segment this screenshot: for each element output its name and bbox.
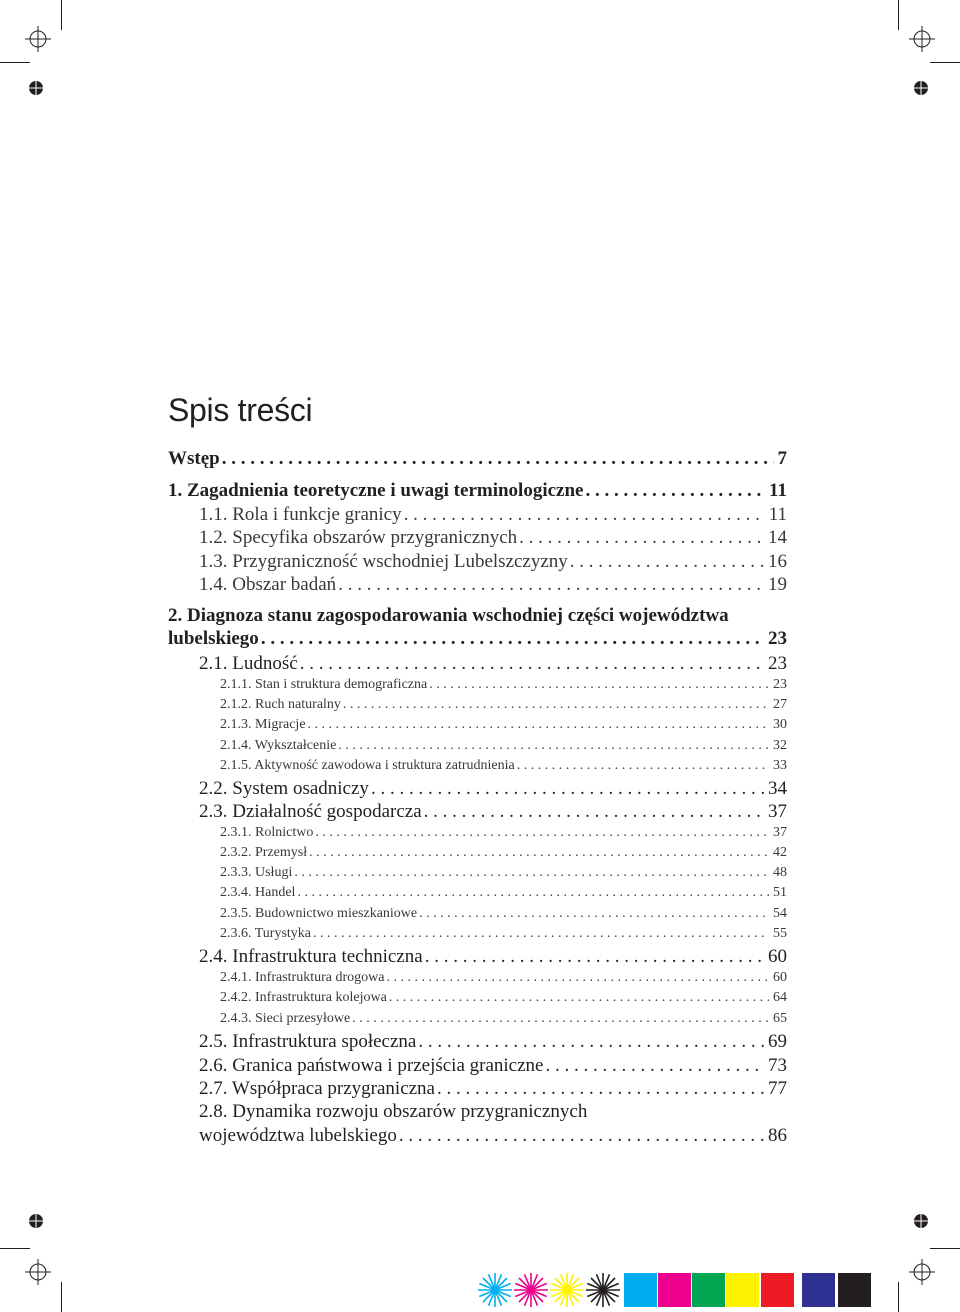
toc-page-number: 11 [769, 480, 787, 501]
toc-entry-label: województwa lubelskiego [199, 1125, 397, 1146]
toc-leader-dots [313, 825, 769, 841]
toc-entry[interactable] [199, 1055, 787, 1077]
swatch-black [838, 1273, 871, 1307]
toc-page-number: 37 [768, 801, 787, 822]
starburst-black-icon [586, 1273, 620, 1307]
toc-entry[interactable] [168, 628, 787, 650]
toc-entry[interactable] [168, 480, 787, 502]
toc-entry[interactable] [199, 527, 787, 549]
toc-leader-dots [307, 845, 769, 861]
toc-page-number: 77 [768, 1078, 787, 1099]
toc-leader-dots [292, 865, 769, 881]
toc-leader-dots [397, 1125, 764, 1147]
toc-page-number: 65 [773, 1011, 787, 1026]
toc-entry[interactable] [220, 885, 787, 901]
toc-entry[interactable] [199, 653, 787, 675]
toc-entry-label: 2.1.1. Stan i struktura demograficzna [220, 677, 428, 692]
toc-entry-label: 2.3.4. Handel [220, 885, 296, 900]
toc-entry-label[interactable]: 2.8. Dynamika rozwoju obszarów przygranicznych [199, 1101, 588, 1122]
toc-entry-label: 2.4. Infrastruktura techniczna [199, 946, 423, 967]
toc-page-number: 33 [773, 758, 787, 773]
toc-entry-label: 1.3. Przygraniczność wschodniej Lubelszczyzny [199, 551, 568, 572]
toc-entry[interactable] [168, 448, 787, 470]
toc-leader-dots [422, 801, 764, 823]
swatch-green [692, 1273, 725, 1307]
toc-entry-label: lubelskiego [168, 628, 259, 649]
toc-entry-label: 1. Zagadnienia teoretyczne i uwagi terminologiczne [168, 480, 584, 501]
toc-entry[interactable] [220, 906, 787, 922]
toc-entry[interactable] [220, 990, 787, 1006]
toc-leader-dots [387, 990, 769, 1006]
swatch-red [761, 1273, 794, 1307]
toc-page-number: 51 [773, 885, 787, 900]
toc-leader-dots [341, 697, 769, 713]
toc-entry[interactable] [220, 717, 787, 733]
toc-entry-label: 2.4.3. Sieci przesyłowe [220, 1011, 351, 1026]
toc-entry[interactable] [220, 845, 787, 861]
toc-page-number: 69 [768, 1031, 787, 1052]
toc-entry[interactable] [199, 778, 787, 800]
toc-leader-dots [336, 574, 764, 596]
toc-page-number: 27 [773, 697, 787, 712]
toc-page-number: 42 [773, 845, 787, 860]
swatch-yellow [726, 1273, 759, 1307]
toc-page-number: 73 [768, 1055, 787, 1076]
toc-page-number: 86 [768, 1125, 787, 1146]
toc-entry[interactable] [220, 926, 787, 942]
toc-page-number: 7 [777, 448, 787, 469]
toc-leader-dots [220, 448, 774, 470]
toc-entry[interactable] [220, 1011, 787, 1027]
toc-leader-dots [423, 946, 764, 968]
toc-entry-label: 2.3.6. Turystyka [220, 926, 312, 941]
toc-entry-label: 2.1.2. Ruch naturalny [220, 697, 341, 712]
starburst-cyan-icon [478, 1273, 512, 1307]
toc-leader-dots [311, 926, 769, 942]
toc-entry[interactable] [199, 574, 787, 596]
starburst-magenta-icon [514, 1273, 548, 1307]
toc-leader-dots [298, 653, 764, 675]
toc-entry-label: 2.3.3. Usługi [220, 865, 293, 880]
toc-leader-dots [515, 758, 769, 774]
toc-leader-dots [306, 717, 769, 733]
toc-page-number: 55 [773, 926, 787, 941]
toc-entry[interactable] [220, 865, 787, 881]
toc-page-number: 32 [773, 738, 787, 753]
toc-entry-label: 2.6. Granica państwowa i przejścia graniczne [199, 1055, 544, 1076]
toc-leader-dots [544, 1055, 765, 1077]
toc-leader-dots [336, 738, 769, 754]
toc-entry[interactable] [220, 970, 787, 986]
toc-leader-dots [350, 1011, 769, 1027]
toc-entry[interactable] [199, 946, 787, 968]
toc-leader-dots [295, 885, 769, 901]
toc-entry[interactable] [199, 551, 787, 573]
toc-entry-label: 2.3.5. Budownictwo mieszkaniowe [220, 906, 418, 921]
toc-entry-label: Wstęp [168, 448, 220, 469]
toc-page-number: 23 [768, 628, 787, 649]
toc-page-number: 60 [773, 970, 787, 985]
toc-entry-label[interactable]: 2. Diagnoza stanu zagospodarowania wschodniej części województwa [168, 605, 729, 626]
page-title: Spis treści [168, 392, 313, 428]
swatch-blue [802, 1273, 835, 1307]
toc-entry[interactable] [199, 1031, 787, 1053]
toc-page-number: 64 [773, 990, 787, 1005]
toc-entry[interactable] [220, 697, 787, 713]
toc-page-number: 19 [768, 574, 787, 595]
toc-page-number: 60 [768, 946, 787, 967]
toc-leader-dots [435, 1078, 764, 1100]
toc-leader-dots [384, 970, 769, 986]
toc-entry[interactable] [199, 504, 787, 526]
toc-entry[interactable] [220, 677, 787, 693]
toc-entry-label: 2.1.3. Migracje [220, 717, 306, 732]
toc-page-number: 11 [768, 504, 787, 525]
toc-leader-dots [417, 906, 769, 922]
toc-leader-dots [517, 527, 764, 549]
toc-page-number: 23 [768, 653, 787, 674]
toc-entry-label: 2.1.4. Wykształcenie [220, 738, 337, 753]
toc-leader-dots [568, 551, 764, 573]
toc-entry-label: 2.3.2. Przemysł [220, 845, 308, 860]
toc-entry-label: 2.4.2. Infrastruktura kolejowa [220, 990, 387, 1005]
toc-leader-dots [427, 677, 769, 693]
toc-entry[interactable] [220, 738, 787, 754]
toc-page-number: 48 [773, 865, 787, 880]
swatch-magenta [658, 1273, 691, 1307]
toc-entry-label: 2.2. System osadniczy [199, 778, 369, 799]
toc-leader-dots [583, 480, 765, 502]
toc-page-number: 14 [768, 527, 787, 548]
toc-entry[interactable] [199, 1125, 787, 1147]
toc-leader-dots [259, 628, 764, 650]
toc-entry-label: 2.4.1. Infrastruktura drogowa [220, 970, 385, 985]
toc-entry-label: 1.4. Obszar badań [199, 574, 337, 595]
swatch-cyan [624, 1273, 657, 1307]
toc-page-number: 54 [773, 906, 787, 921]
toc-entry[interactable] [220, 825, 787, 841]
toc-entry-label: 2.1. Ludność [199, 653, 298, 674]
toc-entry[interactable] [199, 1078, 787, 1100]
starburst-yellow-icon [550, 1273, 584, 1307]
toc-leader-dots [416, 1031, 764, 1053]
toc-leader-dots [369, 778, 764, 800]
toc-entry-label: 1.2. Specyfika obszarów przygranicznych [199, 527, 518, 548]
toc-leader-dots [402, 504, 765, 526]
toc-entry-label: 2.3.1. Rolnictwo [220, 825, 314, 840]
toc-page-number: 30 [773, 717, 787, 732]
toc-entry[interactable] [199, 801, 787, 823]
toc-entry-label: 2.1.5. Aktywność zawodowa i struktura zatrudnienia [220, 758, 515, 773]
toc-page-number: 34 [768, 778, 787, 799]
toc-entry[interactable] [220, 758, 787, 774]
toc-entry-label: 2.7. Współpraca przygraniczna [199, 1078, 435, 1099]
toc-entry-label: 2.3. Działalność gospodarcza [199, 801, 422, 822]
toc-page-number: 16 [768, 551, 787, 572]
toc-page-number: 37 [773, 825, 787, 840]
toc-entry-label: 1.1. Rola i funkcje granicy [199, 504, 402, 525]
toc-entry-label: 2.5. Infrastruktura społeczna [199, 1031, 417, 1052]
toc-page-number: 23 [773, 677, 787, 692]
